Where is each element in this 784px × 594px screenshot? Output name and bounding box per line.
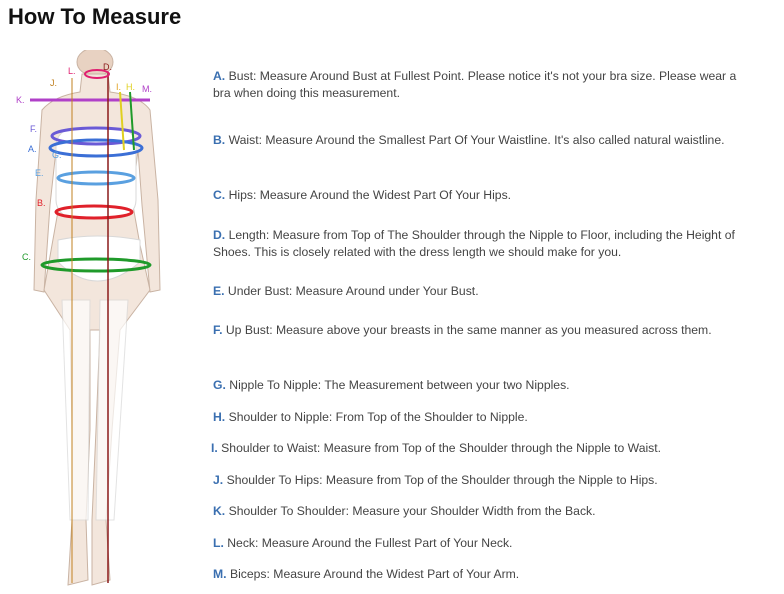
figure-label-c: C. bbox=[22, 252, 31, 262]
figure-label-e: E. bbox=[35, 168, 44, 178]
list-item: H. Shoulder to Nipple: From Top of the Shoulder to Nipple. bbox=[213, 410, 528, 424]
figure-label-j: J. bbox=[50, 78, 58, 88]
figure-label-l: L. bbox=[68, 66, 76, 76]
figure-label-d: D. bbox=[103, 62, 112, 72]
figure-label-b: B. bbox=[37, 198, 46, 208]
list-item: D. Length: Measure from Top of The Shoulder through the Nipple to Floor, including the Height of Shoes. This is closely related with the dress length we should make for you. bbox=[213, 228, 735, 259]
figure-label-g: G. bbox=[52, 150, 62, 160]
page-title: How To Measure bbox=[8, 4, 182, 29]
list-item: M. Biceps: Measure Around the Widest Part of Your Arm. bbox=[213, 567, 520, 581]
figure-label-k: K. bbox=[16, 95, 25, 105]
list-item: B. Waist: Measure Around the Smallest Part Of Your Waistline. It's also called natural waistline. bbox=[213, 133, 725, 147]
body-figure-illustration bbox=[0, 50, 200, 594]
list-item: F. Up Bust: Measure above your breasts in the same manner as you measured across them. bbox=[213, 323, 712, 337]
figure-label-m: M. bbox=[142, 84, 152, 94]
figure-label-a: A. bbox=[28, 144, 37, 154]
list-item: J. Shoulder To Hips: Measure from Top of the Shoulder through the Nipple to Hips. bbox=[213, 473, 658, 487]
list-item: A. Bust: Measure Around Bust at Fullest Point. Please notice it's not your bra size. Please wear a bra when doing this measurement. bbox=[213, 69, 737, 100]
list-item: K. Shoulder To Shoulder: Measure your Shoulder Width from the Back. bbox=[213, 504, 596, 518]
list-item: L. Neck: Measure Around the Fullest Part of Your Neck. bbox=[213, 536, 513, 550]
list-item: C. Hips: Measure Around the Widest Part Of Your Hips. bbox=[213, 188, 512, 202]
list-item: E. Under Bust: Measure Around under Your Bust. bbox=[213, 284, 479, 298]
figure-label-f: F. bbox=[30, 124, 38, 134]
list-item: G. Nipple To Nipple: The Measurement between your two Nipples. bbox=[213, 378, 570, 392]
figure-label-i: I. bbox=[116, 82, 122, 92]
list-item: I. Shoulder to Waist: Measure from Top of the Shoulder through the Nipple to Waist. bbox=[211, 441, 662, 455]
figure-label-h: H. bbox=[126, 82, 135, 92]
